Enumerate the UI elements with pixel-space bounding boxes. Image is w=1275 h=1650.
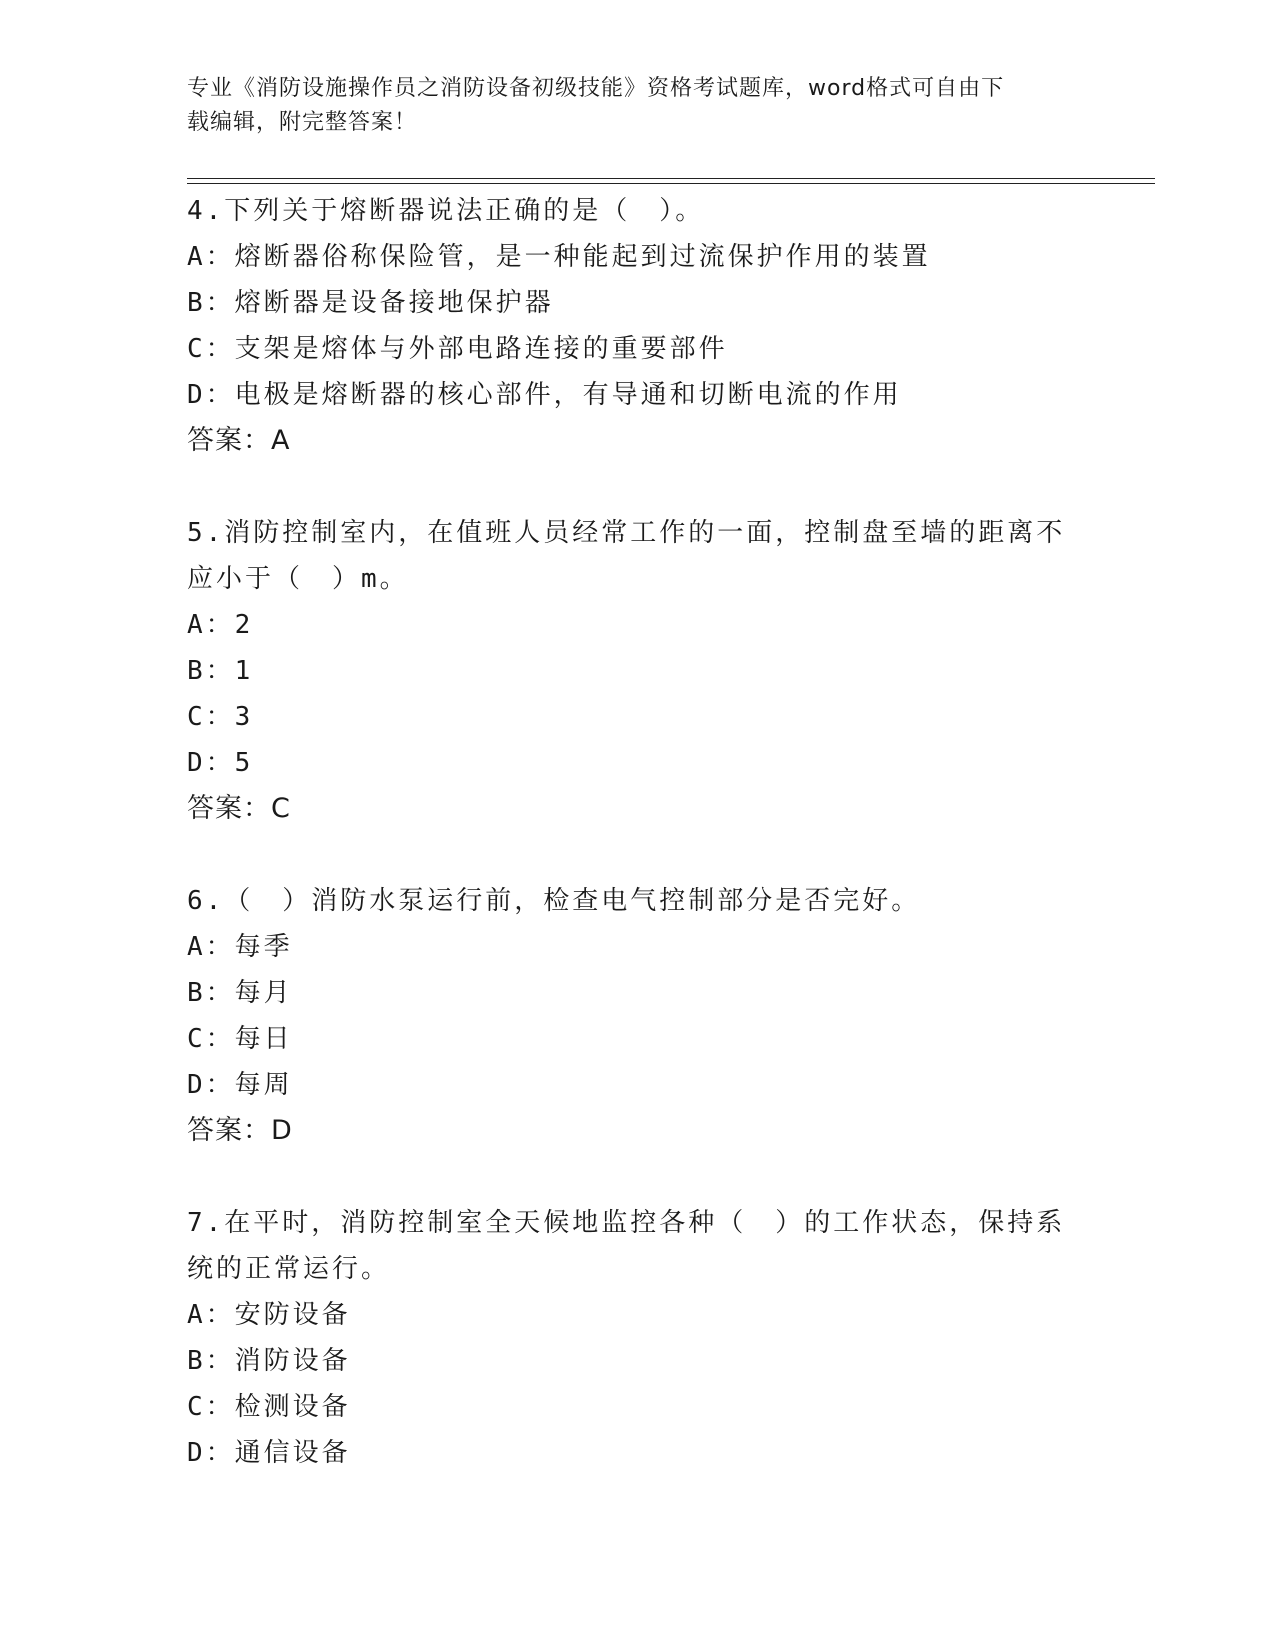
option-c: C：检测设备	[187, 1392, 351, 1422]
document-header	[187, 72, 1067, 140]
answer: 答案：A	[187, 425, 291, 456]
spacer	[187, 832, 1067, 878]
header-rule-bottom	[187, 183, 1155, 184]
option-a: A：安防设备	[187, 1300, 351, 1330]
option-d: D：5	[187, 748, 254, 778]
question-stem-continued: 应小于（ ）m。	[187, 564, 409, 594]
option-a: A：熔断器俗称保险管，是一种能起到过流保护作用的装置	[187, 242, 931, 272]
option-b: B：熔断器是设备接地保护器	[187, 288, 554, 318]
option-a: A：每季	[187, 932, 293, 962]
question-7	[187, 1200, 1067, 1476]
option-d: D：每周	[187, 1070, 293, 1100]
question-5	[187, 510, 1067, 832]
question-stem: 6.（ ）消防水泵运行前，检查电气控制部分是否完好。	[187, 886, 921, 916]
option-c: C：支架是熔体与外部电路连接的重要部件	[187, 334, 728, 364]
spacer	[187, 1154, 1067, 1200]
header-line-2: 载编辑，附完整答案！	[187, 110, 418, 135]
option-b: B：消防设备	[187, 1346, 351, 1376]
header-line-1: 专业《消防设施操作员之消防设备初级技能》资格考试题库，word格式可自由下	[187, 76, 1005, 101]
answer: 答案：D	[187, 1115, 293, 1146]
question-stem: 7.在平时，消防控制室全天候地监控各种（ ）的工作状态，保持系	[187, 1208, 1066, 1238]
option-c: C：每日	[187, 1024, 293, 1054]
question-stem: 4.下列关于熔断器说法正确的是（ ）。	[187, 196, 705, 226]
question-6	[187, 878, 1067, 1154]
question-list	[187, 188, 1067, 1476]
option-b: B：1	[187, 656, 254, 686]
spacer	[187, 464, 1067, 510]
answer: 答案：C	[187, 793, 291, 824]
question-stem-continued: 统的正常运行。	[187, 1254, 391, 1284]
option-c: C：3	[187, 702, 254, 732]
option-d: D：电极是熔断器的核心部件，有导通和切断电流的作用	[187, 380, 902, 410]
question-stem: 5.消防控制室内，在值班人员经常工作的一面，控制盘至墙的距离不	[187, 518, 1066, 548]
question-4	[187, 188, 1067, 464]
option-b: B：每月	[187, 978, 293, 1008]
header-rule-top	[187, 178, 1155, 179]
option-a: A：2	[187, 610, 254, 640]
option-d: D：通信设备	[187, 1438, 351, 1468]
